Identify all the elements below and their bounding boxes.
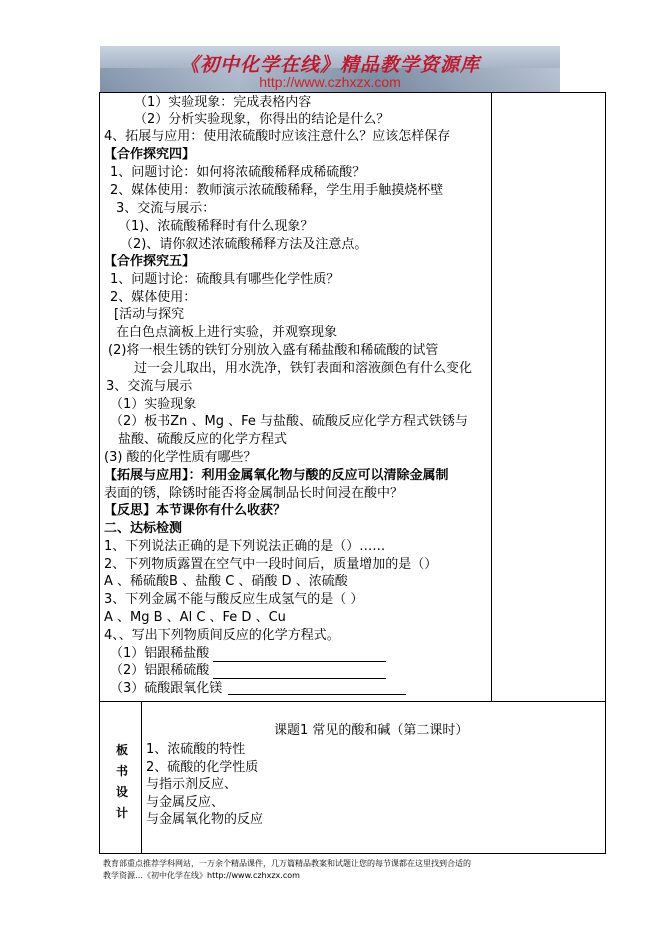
lesson-line: [活动与探究 <box>114 307 185 322</box>
lesson-line: （2）板书Zn 、Mg 、Fe 与盐酸、硫酸反应化学方程式铁锈与 <box>110 414 469 429</box>
board-design-label-3: 设 <box>115 785 128 799</box>
lesson-line: (3) 酸的化学性质有哪些？ <box>104 450 257 465</box>
section-heading: 【合作探究四】 <box>104 147 196 162</box>
lesson-line: A 、Mg B 、Al C 、Fe D 、Cu <box>104 610 286 625</box>
lesson-line: 表面的锈，除锈时能否将金属制品长时间浸在酸中？ <box>104 486 404 501</box>
banner-url[interactable]: http://www.czhxzx.com <box>259 74 401 90</box>
lesson-line: （1）铝跟稀盐酸 <box>110 646 210 661</box>
lesson-line: 4、、写出下列物质间反应的化学方程式。 <box>104 628 340 643</box>
lesson-line: 2、下列物质露置在空气中一段时间后，质量增加的是（） <box>104 557 438 572</box>
board-design-label-4: 计 <box>115 806 128 820</box>
answer-blank-3 <box>228 694 406 695</box>
lesson-line: 过一会儿取出，用水洗净，铁钉表面和溶液颜色有什么变化 <box>134 361 473 376</box>
board-design-line: 1、浓硫酸的特性 <box>146 742 246 757</box>
board-design-line: 2、硫酸的化学性质 <box>146 760 259 775</box>
lesson-line: （1)、浓硫酸稀释时有什么现象？ <box>118 219 314 234</box>
lesson-line: （2)、请你叙述浓硫酸稀释方法及注意点。 <box>120 237 368 252</box>
column-divider-upper <box>491 92 492 702</box>
lesson-line: 4、拓展与应用：使用浓硫酸时应该注意什么？应该怎样保存 <box>104 129 451 144</box>
board-design-label-2: 书 <box>115 764 128 778</box>
lesson-line: 3、交流与展示 <box>106 379 193 394</box>
board-design-line: 与金属氧化物的反应 <box>146 812 264 827</box>
board-design-line: 与指示剂反应、 <box>146 777 238 792</box>
lesson-line: 在白色点滴板上进行实验，并观察现象 <box>116 325 338 340</box>
board-design-label-1: 板 <box>115 743 128 757</box>
lesson-line: （1）实验现象：完成表格内容 <box>134 95 312 110</box>
board-design-line: 与金属反应、 <box>146 795 225 810</box>
lesson-line: （3）硫酸跟氧化镁 <box>110 681 223 696</box>
lesson-line: 3、交流与展示： <box>116 201 216 216</box>
lesson-line: 3、下列金属不能与酸反应生成氢气的是（ ） <box>104 592 364 607</box>
header-banner <box>100 46 560 92</box>
lesson-line: 盐酸、硫酸反应的化学方程式 <box>118 432 288 447</box>
section-heading: 【拓展与应用】：利用金属氧化物与酸的反应可以清除金属制 <box>104 468 449 483</box>
lesson-line: 1、问题讨论：硫酸具有哪些化学性质？ <box>110 272 340 287</box>
lesson-line: （2）分析实验现象，你得出的结论是什么？ <box>134 112 390 127</box>
lesson-line: (2)将一根生锈的铁钉分别放入盛有稀盐酸和稀硫酸的试管 <box>108 343 439 358</box>
lesson-line: 1、下列说法正确的是下列说法正确的是（）…… <box>104 539 386 554</box>
section-heading: 【合作探究五】 <box>104 254 196 269</box>
lesson-line: 2、媒体使用： <box>110 290 197 305</box>
board-design-heading: 课题1 常见的酸和碱（第二课时） <box>274 723 469 738</box>
lesson-line: （1）实验现象 <box>110 397 197 412</box>
lesson-line: 1、问题讨论：如何将浓硫酸稀释成稀硫酸？ <box>110 165 366 180</box>
column-divider-lower <box>141 701 142 854</box>
footer-line-2: 教学资源…《初中化学在线》http://www.czhxzx.com <box>103 871 300 880</box>
footer-line-1: 教育部重点推荐学科网站，一万余个精品课件，几万篇精品教案和试题让您的每节课都在这里找到合适的 <box>103 859 471 868</box>
answer-blank-2 <box>213 678 386 679</box>
answer-blank-1 <box>213 661 386 662</box>
section-heading: 二、达标检测 <box>104 521 183 536</box>
section-heading: 【反思】本节课你有什么收获？ <box>104 503 287 518</box>
lesson-line: 2、媒体使用：教师演示浓硫酸稀释，学生用手触摸烧杯壁 <box>110 183 444 198</box>
row-divider <box>99 701 606 702</box>
banner-title: 《初中化学在线》精品教学资源库 <box>179 54 480 76</box>
lesson-line: A 、稀硫酸B 、盐酸 C 、硝酸 D 、浓硫酸 <box>104 574 348 589</box>
lesson-line: （2）铝跟稀硫酸 <box>110 663 210 678</box>
